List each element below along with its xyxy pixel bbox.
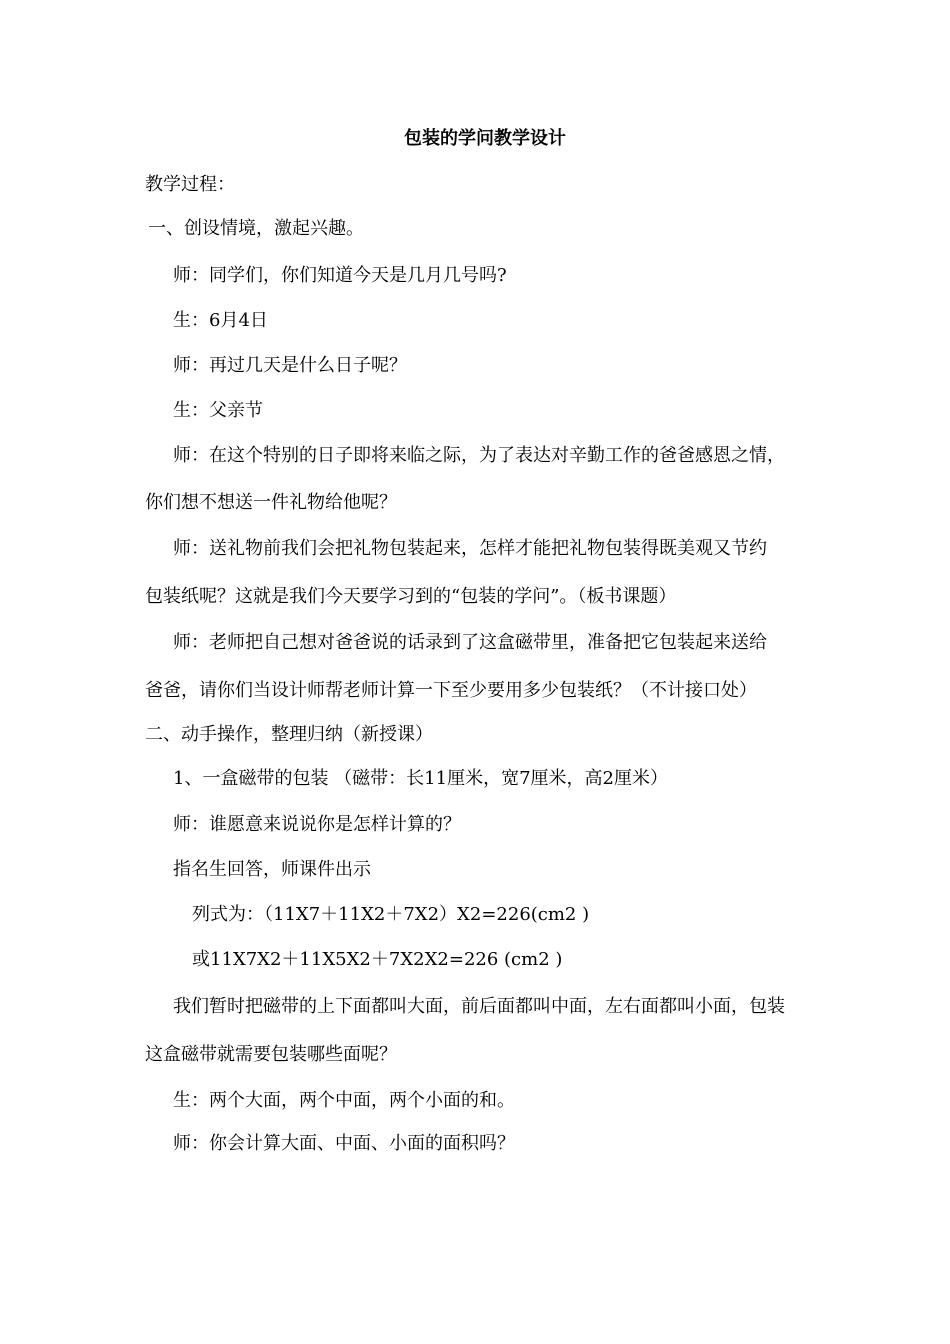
text-line: 这盒磁带就需要包装哪些面呢？ — [145, 1044, 397, 1065]
text-line: 包装纸呢？这就是我们今天要学习到的“包装的学问”。（板书课题） — [145, 586, 677, 607]
text-line: 指名生回答，师课件出示 — [173, 859, 371, 880]
text-line: 1、一盒磁带的包装 （磁带：长11厘米，宽7厘米，高2厘米） — [173, 768, 668, 789]
text-line: 师：在这个特别的日子即将来临之际，为了表达对辛勤工作的爸爸感恩之情， — [173, 445, 785, 466]
text-line: 师：你会计算大面、中面、小面的面积吗？ — [173, 1133, 515, 1154]
formula-line: 或11X7X2＋11X5X2＋7X2X2=226 (cm2 ) — [192, 949, 563, 970]
text-line: 师：送礼物前我们会把礼物包装起来，怎样才能把礼物包装得既美观又节约 — [173, 538, 767, 559]
text-line: 生：父亲节 — [173, 400, 263, 421]
text-line: 我们暂时把磁带的上下面都叫大面，前后面都叫中面，左右面都叫小面，包装 — [173, 996, 785, 1017]
section-heading: 一、创设情境，激起兴趣。 — [148, 218, 364, 239]
text-line: 师：谁愿意来说说你是怎样计算的？ — [173, 814, 461, 835]
document-title: 包装的学问教学设计 — [404, 128, 566, 149]
formula-line: 列式为：（11X7＋11X2＋7X2）X2=226(cm2 ) — [192, 904, 590, 925]
text-line: 你们想不想送一件礼物给他呢？ — [145, 492, 397, 513]
text-line: 师：再过几天是什么日子呢？ — [173, 355, 407, 376]
text-line: 师：老师把自己想对爸爸说的话录到了这盒磁带里，准备把它包装起来送给 — [173, 632, 767, 653]
text-line: 师：同学们，你们知道今天是几月几号吗? — [173, 265, 507, 286]
text-line: 生：6月4日 — [173, 310, 268, 331]
text-line: 教学过程： — [145, 174, 235, 195]
text-line: 生：两个大面，两个中面，两个小面的和。 — [173, 1090, 515, 1111]
text-line: 爸爸，请你们当设计师帮老师计算一下至少要用多少包装纸？（不计接口处） — [145, 680, 757, 701]
section-heading: 二、动手操作，整理归纳（新授课） — [145, 724, 433, 745]
